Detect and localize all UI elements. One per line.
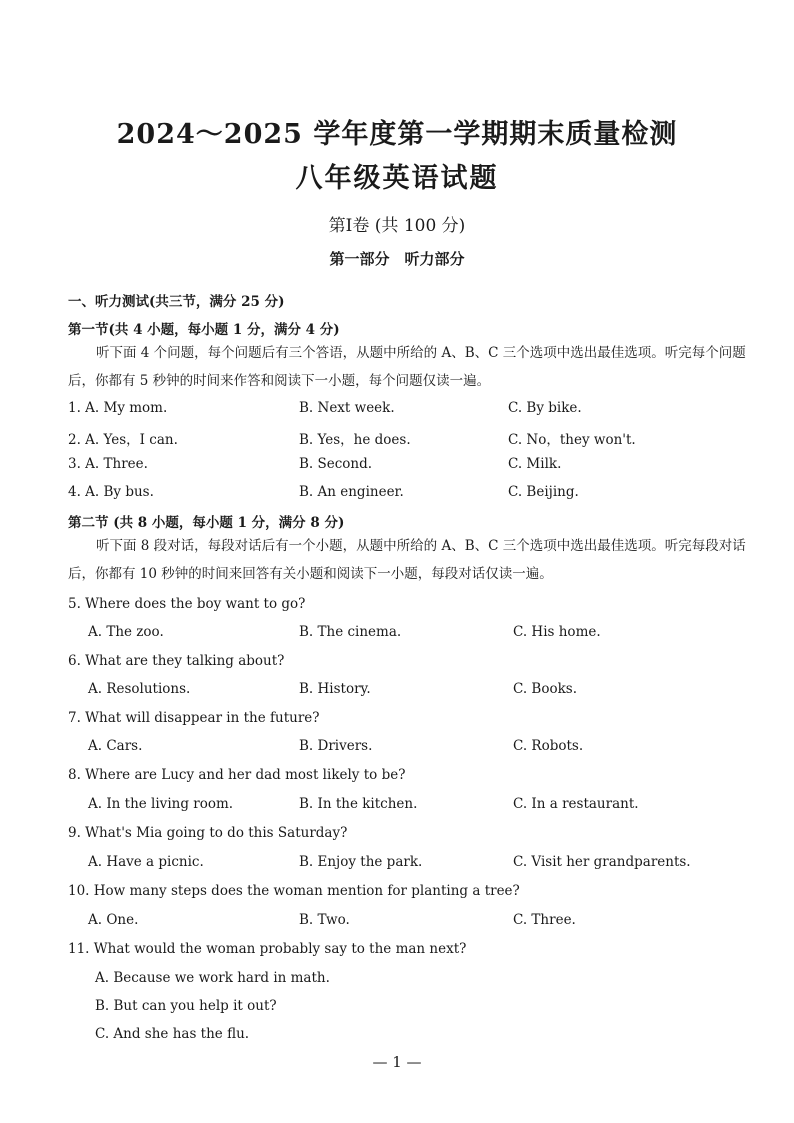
option-b: B. Yes，he does.	[299, 432, 411, 448]
option-a: A. One.	[88, 912, 139, 928]
option-a: 3. A. Three.	[68, 456, 148, 472]
option-c: C. Three.	[513, 912, 576, 928]
option-a: 2. A. Yes，I can.	[68, 432, 178, 448]
question-options	[68, 738, 748, 760]
option-b: B. Next week.	[299, 400, 395, 416]
option-b: B. The cinema.	[299, 624, 402, 640]
question-text: 8. Where are Lucy and her dad most likely to be?	[68, 767, 406, 783]
question-text: 6. What are they talking about?	[68, 653, 285, 669]
option-a: A. In the living room.	[88, 796, 234, 812]
option-b: B. Two.	[299, 912, 350, 928]
option-b: B. But can you help it out?	[95, 998, 277, 1014]
option-a: A. Resolutions.	[88, 681, 191, 697]
option-c: C. His home.	[513, 624, 601, 640]
option-b: B. An engineer.	[299, 484, 404, 500]
option-c: C. In a restaurant.	[513, 796, 639, 812]
option-a: A. Because we work hard in math.	[95, 970, 330, 986]
question-row	[68, 456, 748, 478]
option-b: B. Drivers.	[299, 738, 373, 754]
question-text: 5. Where does the boy want to go?	[68, 596, 306, 612]
option-a: 1. A. My mom.	[68, 400, 168, 416]
option-b: B. History.	[299, 681, 371, 697]
section-heading: 一、听力测试(共三节，满分 25 分)	[68, 294, 285, 310]
option-a: A. The zoo.	[88, 624, 164, 640]
question-text: 7. What will disappear in the future?	[68, 710, 320, 726]
exam-title: 2024～2025 学年度第一学期期末质量检测	[116, 119, 678, 150]
subsection-2-heading: 第二节 (共 8 小题，每小题 1 分，满分 8 分)	[68, 515, 345, 531]
question-options	[68, 854, 748, 876]
question-row	[68, 428, 748, 450]
option-c: C. By bike.	[508, 400, 582, 416]
volume-label: 第Ⅰ卷 (共 100 分)	[328, 216, 466, 236]
question-text: 11. What would the woman probably say to the man next?	[68, 941, 467, 957]
exam-subtitle: 八年级英语试题	[295, 163, 499, 194]
question-options	[68, 624, 748, 646]
option-b: B. In the kitchen.	[299, 796, 418, 812]
option-a: 4. A. By bus.	[68, 484, 154, 500]
page-number: — 1 —	[372, 1053, 422, 1071]
option-a: A. Have a picnic.	[88, 854, 204, 870]
option-b: B. Enjoy the park.	[299, 854, 423, 870]
option-b: B. Second.	[299, 456, 373, 472]
option-c: C. No，they won't.	[508, 432, 636, 448]
question-row	[68, 484, 748, 506]
subsection-1-heading: 第一节(共 4 小题，每小题 1 分，满分 4 分)	[68, 322, 340, 338]
option-c: C. Beijing.	[508, 484, 579, 500]
option-c: C. And she has the flu.	[95, 1026, 250, 1042]
question-row	[68, 400, 748, 422]
option-c: C. Visit her grandparents.	[513, 854, 691, 870]
option-c: C. Robots.	[513, 738, 584, 754]
part-label: 第一部分 听力部分	[329, 250, 465, 268]
question-options	[68, 681, 748, 703]
subsection-2-instructions: 听下面 8 段对话，每段对话后有一个小题，从题中所给的 A、B、C 三个选项中选出最佳选项。听完每段对话后，你都有 10 秒钟的时间来回答有关小题和阅读下一小题，每段对话仅读一遍。	[68, 538, 746, 582]
option-c: C. Milk.	[508, 456, 562, 472]
subsection-1-instructions: 听下面 4 个问题，每个问题后有三个答语，从题中所给的 A、B、C 三个选项中选出最佳选项。听完每个问题后，你都有 5 秒钟的时间来作答和阅读下一小题，每个问题仅读一遍。	[68, 345, 746, 389]
question-options	[68, 796, 748, 818]
question-options	[68, 912, 748, 934]
option-c: C. Books.	[513, 681, 578, 697]
question-text: 10. How many steps does the woman mention for planting a tree?	[68, 883, 520, 899]
question-text: 9. What's Mia going to do this Saturday?	[68, 825, 348, 841]
option-a: A. Cars.	[88, 738, 143, 754]
